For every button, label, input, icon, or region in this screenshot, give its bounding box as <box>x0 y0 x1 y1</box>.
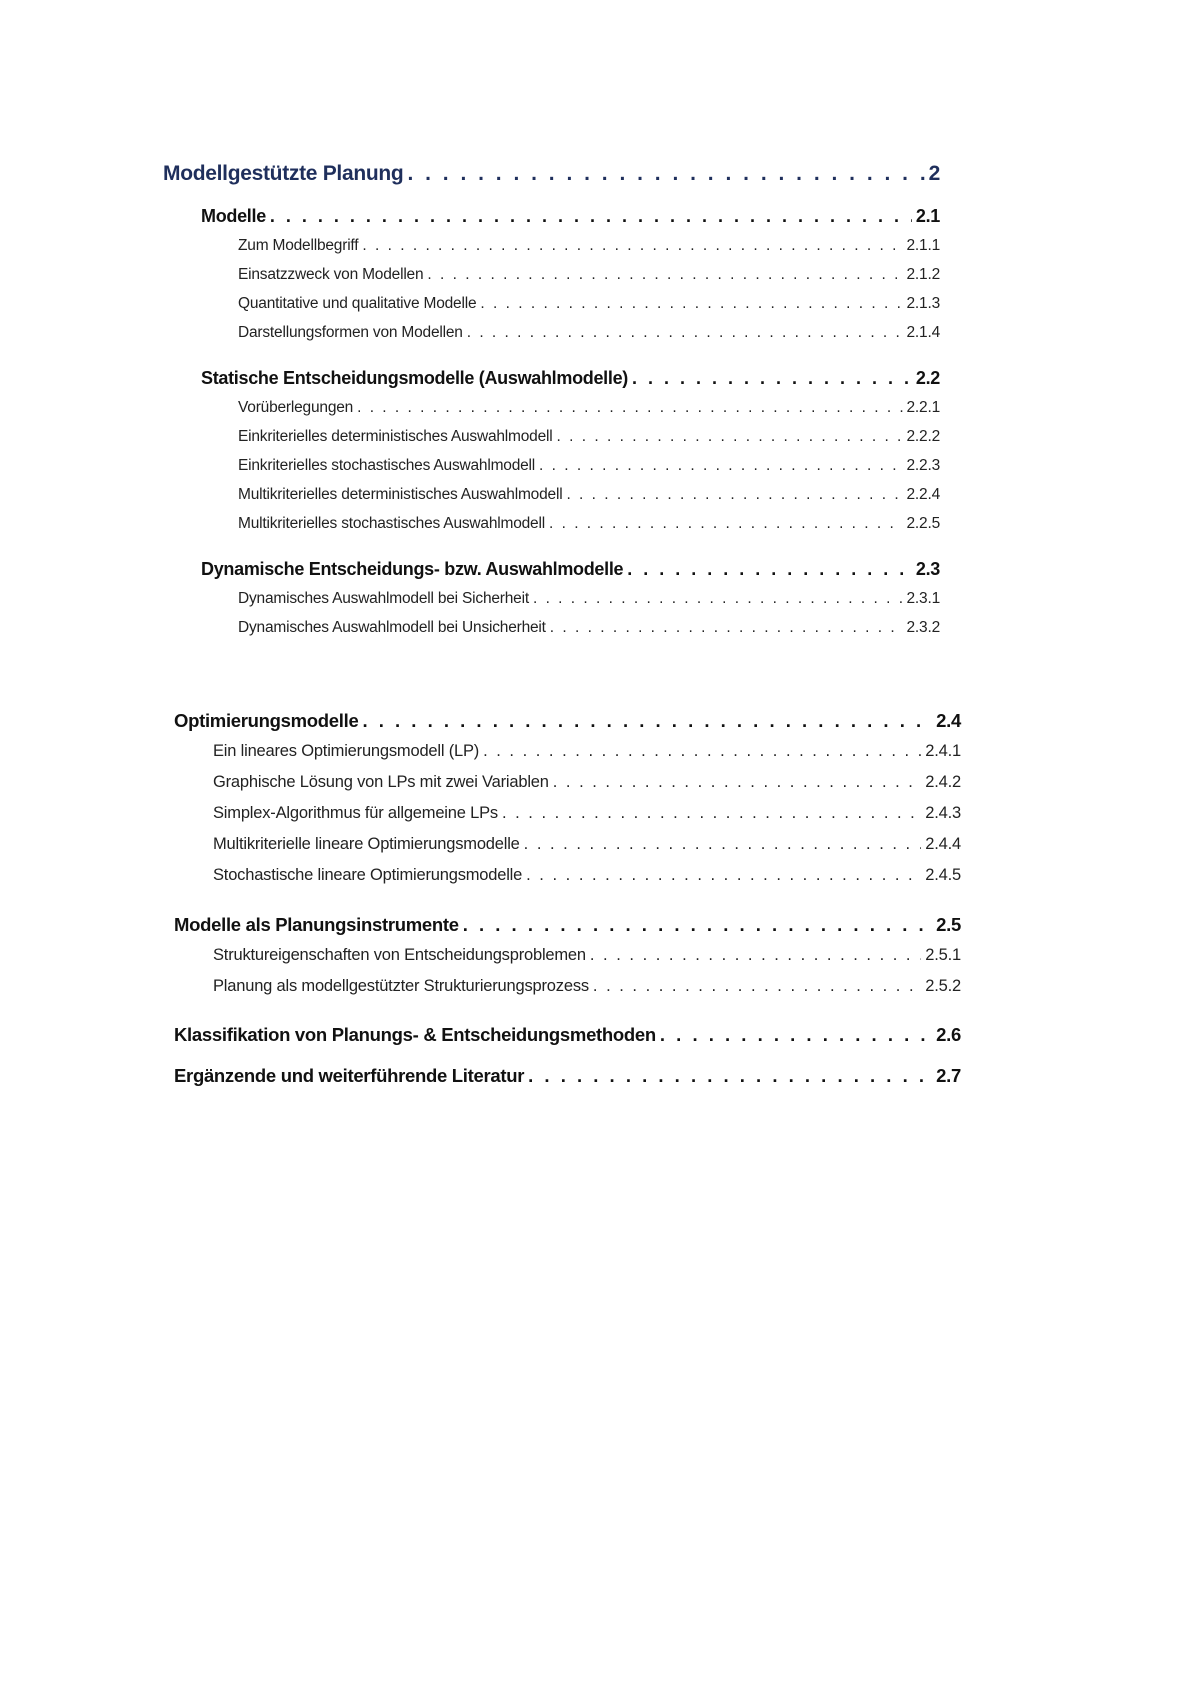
toc-subsection-title: Quantitative und qualitative Modelle <box>238 295 477 312</box>
toc-subsection-title: Multikriterielles stochastisches Auswahlmodell <box>238 515 545 532</box>
toc-section-title: Statische Entscheidungsmodelle (Auswahlmodelle) <box>201 368 628 388</box>
toc-subsection-number: 2.4.1 <box>925 742 961 760</box>
toc-leader-dots <box>557 428 903 446</box>
toc-subsection-number: 2.1.3 <box>906 295 940 312</box>
toc-subsection-title: Einkriterielles stochastisches Auswahlmodell <box>238 457 536 474</box>
toc-subsection-title: Zum Modellbegriff <box>238 237 359 254</box>
toc-section-number: 2.4 <box>936 710 961 731</box>
toc-section-entry[interactable] <box>201 559 940 580</box>
toc-section-entry[interactable] <box>201 368 940 389</box>
toc-subsection-number: 2.5.2 <box>925 977 961 995</box>
toc-subsection-entry[interactable] <box>213 977 961 996</box>
toc-subsection-entry[interactable] <box>238 266 940 284</box>
toc-subsection-number: 2.5.1 <box>925 946 961 964</box>
toc-section-title: Optimierungsmodelle <box>174 710 359 731</box>
toc-section-number: 2.2 <box>915 368 940 388</box>
toc-subsection-entry[interactable] <box>238 515 940 533</box>
toc-subsection-title: Multikriterielles deterministisches Auswahlmodell <box>238 486 563 503</box>
toc-section-number: 2.6 <box>936 1024 961 1045</box>
toc-leader-dots <box>407 162 924 186</box>
toc-leader-dots <box>362 710 932 732</box>
toc-leader-dots <box>526 866 921 885</box>
toc-section-entry[interactable] <box>201 206 940 227</box>
toc-leader-dots <box>463 914 932 936</box>
toc-subsection-title: Graphische Lösung von LPs mit zwei Variablen <box>213 773 549 791</box>
toc-subsection-number: 2.4.5 <box>925 866 961 884</box>
toc-leader-dots <box>533 590 903 608</box>
toc-leader-dots <box>362 237 902 255</box>
toc-section-entry[interactable] <box>174 1065 961 1087</box>
toc-section-title: Modelle als Planungsinstrumente <box>174 914 459 935</box>
toc-section-entry[interactable] <box>174 914 961 936</box>
toc-subsection-number: 2.2.2 <box>906 428 940 445</box>
toc-subsection-number: 2.1.2 <box>906 266 940 283</box>
toc-section-number: 2.7 <box>936 1065 961 1086</box>
toc-subsection-entry[interactable] <box>238 486 940 504</box>
toc-subsection-entry[interactable] <box>213 742 961 761</box>
toc-section-title: Ergänzende und weiterführende Literatur <box>174 1065 525 1086</box>
toc-subsection-number: 2.2.5 <box>906 515 940 532</box>
toc-leader-dots <box>632 368 912 389</box>
toc-subsection-number: 2.4.3 <box>925 804 961 822</box>
toc-leader-dots <box>549 515 903 533</box>
toc-subsection-number: 2.2.3 <box>906 457 940 474</box>
toc-subsection-number: 2.4.4 <box>925 835 961 853</box>
toc-subsection-number: 2.2.1 <box>906 399 940 416</box>
toc-chapter-title: Modellgestützte Planung <box>163 162 404 185</box>
toc-subsection-entry[interactable] <box>213 804 961 823</box>
toc-leader-dots <box>593 977 921 996</box>
toc-subsection-title: Struktureigenschaften von Entscheidungsproblemen <box>213 946 586 964</box>
toc-leader-dots <box>566 486 902 504</box>
toc-leader-dots <box>524 835 922 854</box>
toc-subsection-number: 2.1.4 <box>906 324 940 341</box>
toc-leader-dots <box>427 266 902 284</box>
toc-subsection-title: Einkriterielles deterministisches Auswahlmodell <box>238 428 553 445</box>
toc-subsection-number: 2.4.2 <box>925 773 961 791</box>
toc-leader-dots <box>528 1065 932 1087</box>
toc-leader-dots <box>467 324 903 342</box>
toc-subsection-title: Planung als modellgestützter Strukturierungsprozess <box>213 977 589 995</box>
toc-section-title: Klassifikation von Planungs- & Entscheidungsmethoden <box>174 1024 656 1045</box>
toc-subsection-entry[interactable] <box>238 590 940 608</box>
toc-leader-dots <box>539 457 902 475</box>
toc-subsection-title: Einsatzzweck von Modellen <box>238 266 424 283</box>
toc-leader-dots <box>480 295 902 313</box>
toc-subsection-title: Stochastische lineare Optimierungsmodelle <box>213 866 523 884</box>
toc-subsection-entry[interactable] <box>213 946 961 965</box>
toc-subsection-title: Darstellungsformen von Modellen <box>238 324 463 341</box>
toc-leader-dots <box>502 804 921 823</box>
toc-subsection-entry[interactable] <box>238 295 940 313</box>
toc-subsection-number: 2.2.4 <box>906 486 940 503</box>
toc-subsection-title: Multikriterielle lineare Optimierungsmodelle <box>213 835 520 853</box>
toc-subsection-entry[interactable] <box>213 835 961 854</box>
toc-section-number: 2.3 <box>915 559 940 579</box>
toc-subsection-entry[interactable] <box>213 773 961 792</box>
toc-section-number: 2.5 <box>936 914 961 935</box>
toc-section-entry[interactable] <box>174 710 961 732</box>
toc-subsection-number: 2.3.1 <box>906 590 940 607</box>
toc-leader-dots <box>550 619 903 637</box>
toc-subsection-title: Dynamisches Auswahlmodell bei Unsicherheit <box>238 619 546 636</box>
toc-chapter-entry[interactable] <box>163 162 940 186</box>
toc-subsection-title: Dynamisches Auswahlmodell bei Sicherheit <box>238 590 529 607</box>
toc-leader-dots <box>660 1024 932 1046</box>
toc-subsection-entry[interactable] <box>238 619 940 637</box>
toc-subsection-title: Simplex-Algorithmus für allgemeine LPs <box>213 804 498 822</box>
toc-section-entry[interactable] <box>174 1024 961 1046</box>
toc-subsection-number: 2.3.2 <box>906 619 940 636</box>
toc-subsection-entry[interactable] <box>238 237 940 255</box>
toc-leader-dots <box>483 742 921 761</box>
toc-subsection-entry[interactable] <box>238 428 940 446</box>
toc-subsection-title: Ein lineares Optimierungsmodell (LP) <box>213 742 480 760</box>
toc-section-title: Dynamische Entscheidungs- bzw. Auswahlmodelle <box>201 559 624 579</box>
toc-section-number: 2.1 <box>915 206 940 226</box>
toc-leader-dots <box>553 773 922 792</box>
toc-subsection-entry[interactable] <box>238 399 940 417</box>
toc-chapter-number: 2 <box>928 162 940 185</box>
toc-leader-dots <box>270 206 912 227</box>
toc-subsection-title: Vorüberlegungen <box>238 399 354 416</box>
toc-subsection-entry[interactable] <box>238 457 940 475</box>
toc-leader-dots <box>627 559 912 580</box>
toc-subsection-entry[interactable] <box>213 866 961 885</box>
toc-leader-dots <box>590 946 921 965</box>
toc-subsection-entry[interactable] <box>238 324 940 342</box>
toc-subsection-number: 2.1.1 <box>906 237 940 254</box>
toc-leader-dots <box>357 399 902 417</box>
toc-section-title: Modelle <box>201 206 266 226</box>
